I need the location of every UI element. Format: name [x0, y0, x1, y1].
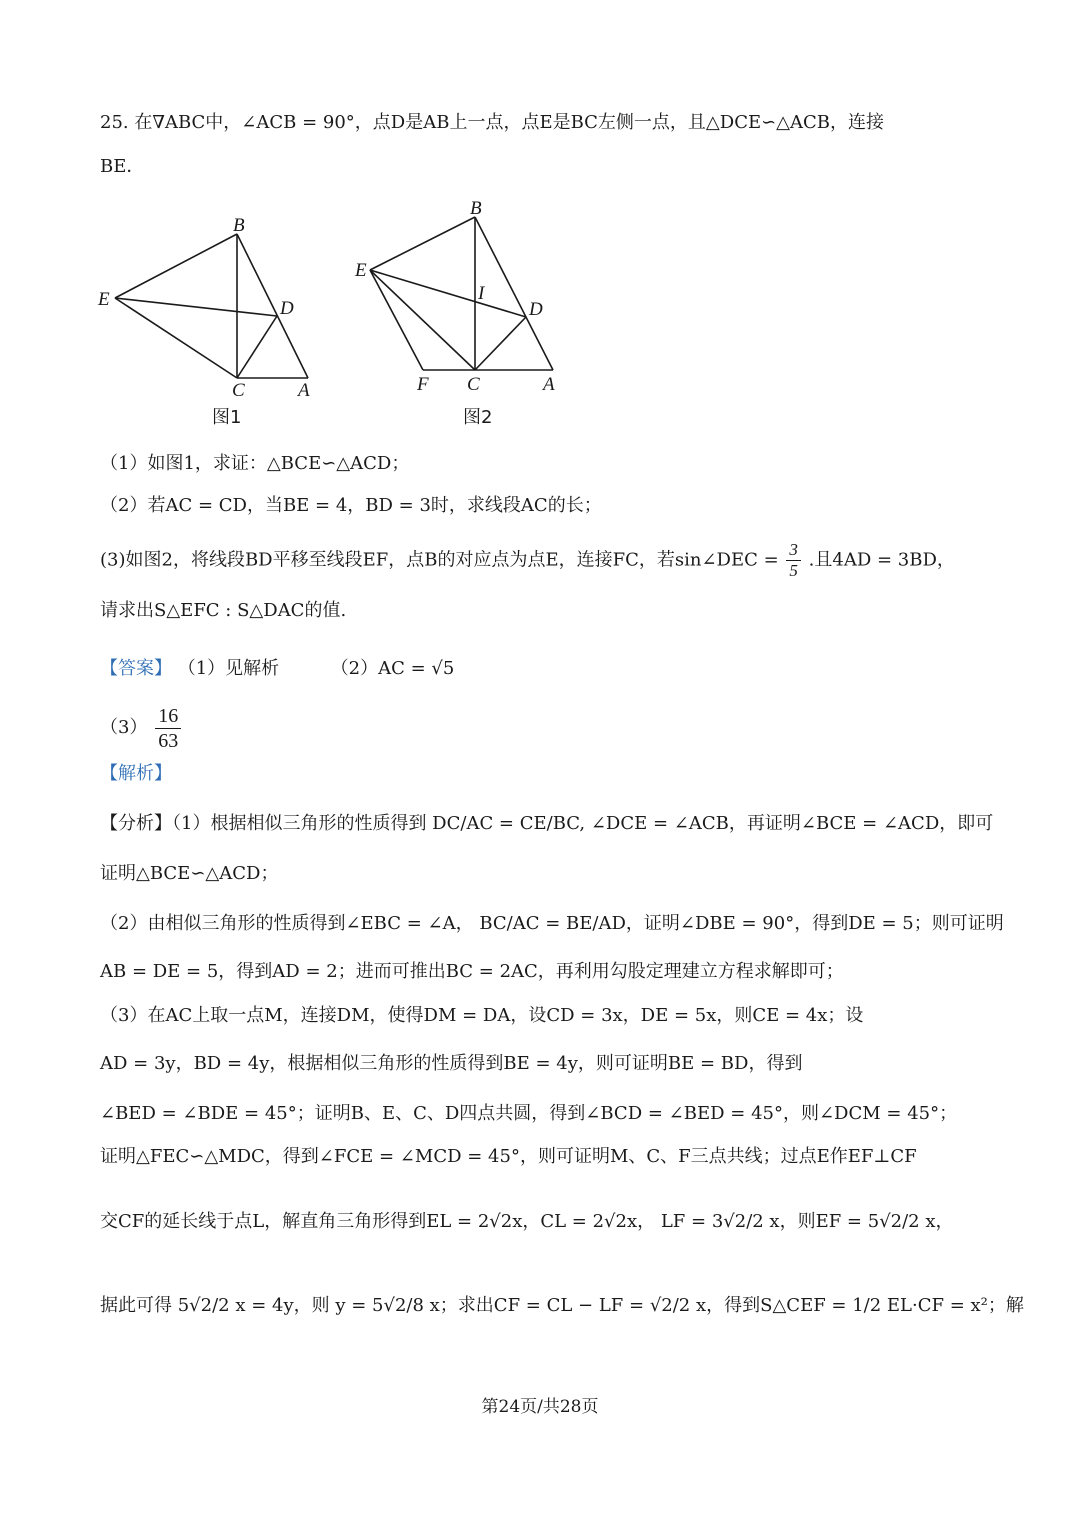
- analysis-line5: （3）在AC上取一点M，连接DM，使得DM = DA，设CD = 3x，DE = 5x，则CE = 4x；设: [100, 1005, 864, 1026]
- analysis-line2: 证明△BCE∽△ACD；: [100, 863, 279, 884]
- fig2-label-f: F: [417, 374, 429, 395]
- question-1: （1）如图1，求证：△BCE∽△ACD；: [100, 453, 410, 474]
- analysis-line3: （2）由相似三角形的性质得到∠EBC = ∠A， BC/AC = BE/AD，证明∠DBE = 90°，得到DE = 5；则可证明: [100, 913, 1004, 934]
- figure-2-caption: 图2: [463, 407, 493, 428]
- sin-fraction-num: 3: [786, 540, 801, 561]
- fig1-label-e: E: [98, 289, 110, 310]
- figure-2: [350, 195, 570, 395]
- analysis-line10: 据此可得 5√2/2 x = 4y，则 y = 5√2/8 x；求出CF = CL − LF = √2/2 x，得到S△CEF = 1/2 EL·CF = x²；解: [100, 1295, 1024, 1316]
- analysis-label: 【解析】: [100, 763, 172, 784]
- fig2-label-d: D: [529, 299, 543, 320]
- question-3-line1: [100, 540, 990, 581]
- fig1-label-d: D: [280, 298, 294, 319]
- analysis-line8: 证明△FEC∽△MDC，得到∠FCE = ∠MCD = 45°，则可证明M、C、F三点共线；过点E作EF⊥CF: [100, 1146, 917, 1167]
- question-3-line2: 请求出S△EFC : S△DAC的值.: [100, 600, 347, 621]
- analysis-line7: ∠BED = ∠BDE = 45°；证明B、E、C、D四点共圆，得到∠BCD = ∠BED = 45°，则∠DCM = 45°；: [100, 1103, 958, 1124]
- analysis-line4: AB = DE = 5，得到AD = 2；进而可推出BC = 2AC，再利用勾股定理建立方程求解即可；: [100, 961, 844, 982]
- question-3-text: (3)如图2，将线段BD平移至线段EF，点B的对应点为点E，连接FC，若sin∠DEC =: [100, 549, 779, 571]
- fig2-label-e: E: [355, 260, 367, 281]
- fig1-label-c: C: [232, 380, 245, 401]
- question-2: （2）若AC = CD，当BE = 4，BD = 3时，求线段AC的长；: [100, 495, 602, 516]
- problem-stem-line1: [100, 109, 990, 137]
- answer-3-fraction: [155, 704, 181, 753]
- analysis-line1: [100, 810, 994, 838]
- question-3-text-tail: .且4AD = 3BD，: [808, 549, 955, 571]
- analysis-text-1: （1）根据相似三角形的性质得到 DC/AC = CE/BC, ∠DCE = ∠ACB，再证明∠BCE = ∠ACD，即可: [172, 813, 994, 834]
- answer-3-num: 16: [155, 704, 181, 729]
- sin-fraction-den: 5: [789, 561, 798, 580]
- answer-label: 【答案】: [100, 658, 172, 679]
- problem-stem-line2: BE．: [100, 156, 145, 177]
- sin-fraction: [786, 540, 801, 581]
- answer-1: （1）见解析: [177, 658, 280, 679]
- figure-1: [90, 190, 330, 401]
- problem-stem-text: 在∇ABC中，∠ACB = 90°，点D是AB上一点，点E是BC左侧一点，且△DCE∽△ACB，连接: [134, 112, 885, 133]
- analysis-line6: AD = 3y，BD = 4y，根据相似三角形的性质得到BE = 4y，则可证明BE = BD，得到: [100, 1053, 803, 1074]
- answer-3-den: 63: [158, 729, 179, 752]
- analysis-line9: 交CF的延长线于点L，解直角三角形得到EL = 2√2x，CL = 2√2x， LF = 3√2/2 x，则EF = 5√2/2 x，: [100, 1211, 954, 1232]
- fig2-label-a: A: [543, 374, 555, 395]
- answer-2: （2）AC = √5: [330, 658, 455, 679]
- answer-3-line: [100, 700, 990, 756]
- fig1-label-b: B: [233, 215, 245, 236]
- fig2-label-c: C: [467, 374, 480, 395]
- figure-1-caption: 图1: [212, 407, 242, 428]
- fig1-label-a: A: [298, 380, 310, 401]
- problem-number: 25.: [100, 112, 129, 133]
- fig2-label-b: B: [470, 198, 482, 219]
- page-footer: 第24页/共28页: [481, 1397, 599, 1417]
- fenxi-label: 【分析】: [100, 813, 172, 834]
- answer-3-prefix: （3）: [100, 717, 148, 738]
- answer-line: [100, 655, 990, 683]
- fig2-label-i: I: [478, 283, 485, 304]
